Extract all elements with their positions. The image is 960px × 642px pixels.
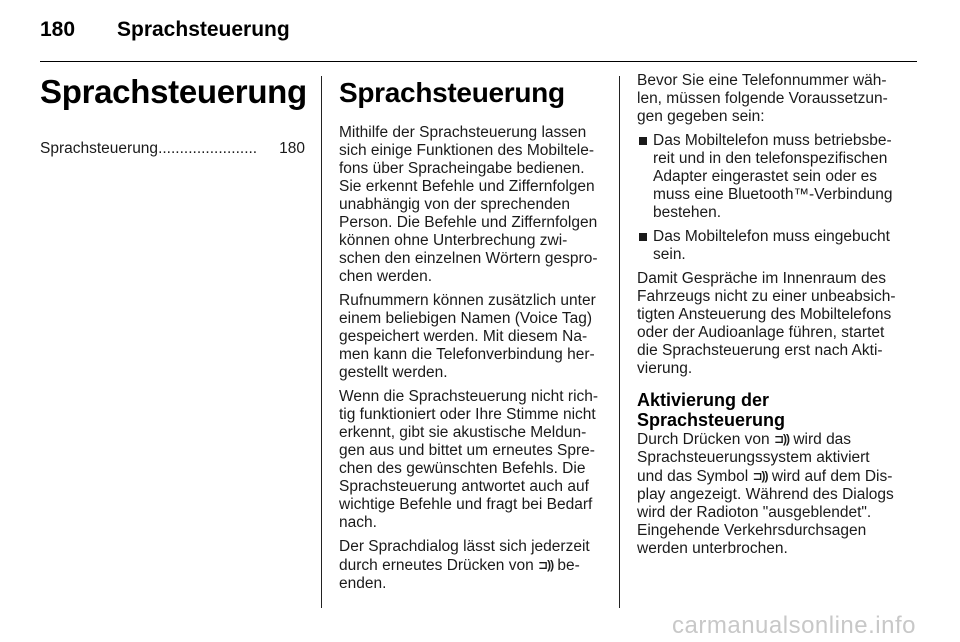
text-line: nach. xyxy=(339,514,377,531)
voice-control-button-icon: ⊐)) xyxy=(752,469,768,483)
text-line: gen gegeben sein: xyxy=(637,108,765,125)
bullet-item xyxy=(637,132,903,222)
text-line xyxy=(637,430,903,449)
section-title: Sprachsteuerung xyxy=(339,77,565,108)
bullet-square-icon xyxy=(639,137,647,145)
text-line: Adapter eingerastet sein oder es xyxy=(653,168,878,185)
text-fragment: Durch Drücken von xyxy=(637,431,774,448)
text-line: wichtige Befehle und fragt bei Bedarf xyxy=(339,496,593,513)
column-divider-2 xyxy=(619,76,620,608)
text-line: gen aus und bittet um erneutes Spre- xyxy=(339,442,595,459)
text-line: sich einige Funktionen des Mobiltele- xyxy=(339,142,595,159)
text-line: Person. Die Befehle und Ziffernfolgen xyxy=(339,214,598,231)
text-line: können ohne Unterbrechung zwi- xyxy=(339,232,568,249)
text-line: Sprachsteuerung antwortet auch auf xyxy=(339,478,589,495)
text-line: Fahrzeugs nicht zu einer unbeabsich- xyxy=(637,288,896,305)
toc-page: 180 xyxy=(279,140,305,157)
voice-control-button-icon: ⊐)) xyxy=(538,558,554,572)
text-line: einem beliebigen Namen (Voice Tag) xyxy=(339,310,593,327)
text-line: tigten Ansteuerung des Mobiltelefons xyxy=(637,306,892,323)
text-line: die Sprachsteuerung erst nach Akti- xyxy=(637,342,883,359)
paragraph-activation xyxy=(637,430,903,558)
text-line: tig funktioniert oder Ihre Stimme nicht xyxy=(339,406,596,423)
text-line: men kann die Telefonverbindung her- xyxy=(339,346,595,363)
text-line: Das Mobiltelefon muss betriebsbe- xyxy=(653,132,892,149)
watermark: carmanualsonline.info xyxy=(672,612,916,639)
chapter-column xyxy=(40,72,305,158)
column-divider-1 xyxy=(321,76,322,608)
main-column xyxy=(339,72,605,599)
text-line xyxy=(339,556,605,575)
paragraph-voice-tag xyxy=(339,292,605,382)
text-line: Sprachsteuerungssystem aktiviert xyxy=(637,449,870,466)
toc-dots: ....................... xyxy=(158,140,258,157)
text-fragment: und das Symbol xyxy=(637,468,753,485)
chapter-title: Sprachsteuerung xyxy=(40,73,307,110)
toc-label: Sprachsteuerung xyxy=(40,140,159,157)
text-line: Rufnummern können zusätzlich unter xyxy=(339,292,596,309)
toc-entry[interactable] xyxy=(40,140,305,158)
running-title: Sprachsteuerung xyxy=(117,18,290,41)
text-fragment: be- xyxy=(553,557,580,574)
text-line: gespeichert werden. Mit diesem Na- xyxy=(339,328,588,345)
text-line: muss eine Bluetooth™-Verbindung xyxy=(653,186,893,203)
text-line: sein. xyxy=(653,246,686,263)
text-line: erkennt, gibt sie akustische Meldun- xyxy=(339,424,587,441)
text-line: Sie erkennt Befehle und Ziffernfolgen xyxy=(339,178,595,195)
page-number: 180 xyxy=(40,18,76,41)
text-line: oder der Audioanlage führen, startet xyxy=(637,324,885,341)
text-line: chen werden. xyxy=(339,268,433,285)
text-line: enden. xyxy=(339,575,387,592)
voice-control-button-icon: ⊐)) xyxy=(773,432,790,446)
bullet-square-icon xyxy=(639,233,647,241)
text-line: bestehen. xyxy=(653,204,722,221)
text-fragment: wird das xyxy=(789,431,852,448)
text-line: unabhängig von der sprechenden xyxy=(339,196,570,213)
text-line: Eingehende Verkehrsdurchsagen xyxy=(637,522,867,539)
text-line: gestellt werden. xyxy=(339,364,448,381)
text-line: schen den einzelnen Wörtern gespro- xyxy=(339,250,598,267)
text-line: Mithilfe der Sprachsteuerung lassen xyxy=(339,124,587,141)
text-line: werden unterbrochen. xyxy=(637,540,788,557)
text-line: len, müssen folgende Voraussetzun- xyxy=(637,90,888,107)
text-line: Aktivierung der xyxy=(637,390,770,410)
paragraph-intro xyxy=(339,124,605,286)
text-line: Damit Gespräche im Innenraum des xyxy=(637,270,886,287)
text-line: Sprachsteuerung xyxy=(637,410,786,430)
text-line: play angezeigt. Während des Dialogs xyxy=(637,486,894,503)
text-line: Der Sprachdialog lässt sich jederzeit xyxy=(339,538,590,555)
text-line: Das Mobiltelefon muss eingebucht xyxy=(653,228,890,245)
bullet-item xyxy=(637,228,903,264)
text-line: Bevor Sie eine Telefonnummer wäh- xyxy=(637,72,887,89)
text-line: fons über Spracheingabe bedienen. xyxy=(339,160,585,177)
text-fragment: durch erneutes Drücken von xyxy=(339,557,539,574)
text-line: chen des gewünschten Befehls. Die xyxy=(339,460,586,477)
subheading-activation xyxy=(637,390,903,430)
text-line: wird der Radioton "ausgeblendet". xyxy=(637,504,872,521)
paragraph-error-handling xyxy=(339,388,605,532)
paragraph-prerequisites xyxy=(637,72,903,126)
text-fragment: wird auf dem Dis- xyxy=(767,468,893,485)
paragraph-activation-note xyxy=(637,270,903,378)
text-line xyxy=(637,467,903,486)
paragraph-cancel xyxy=(339,538,605,593)
right-column xyxy=(637,72,903,564)
text-line: Wenn die Sprachsteuerung nicht rich- xyxy=(339,388,599,405)
header-rule xyxy=(40,61,917,62)
text-line: vierung. xyxy=(637,360,693,377)
text-line: reit und in den telefonspezifischen xyxy=(653,150,888,167)
